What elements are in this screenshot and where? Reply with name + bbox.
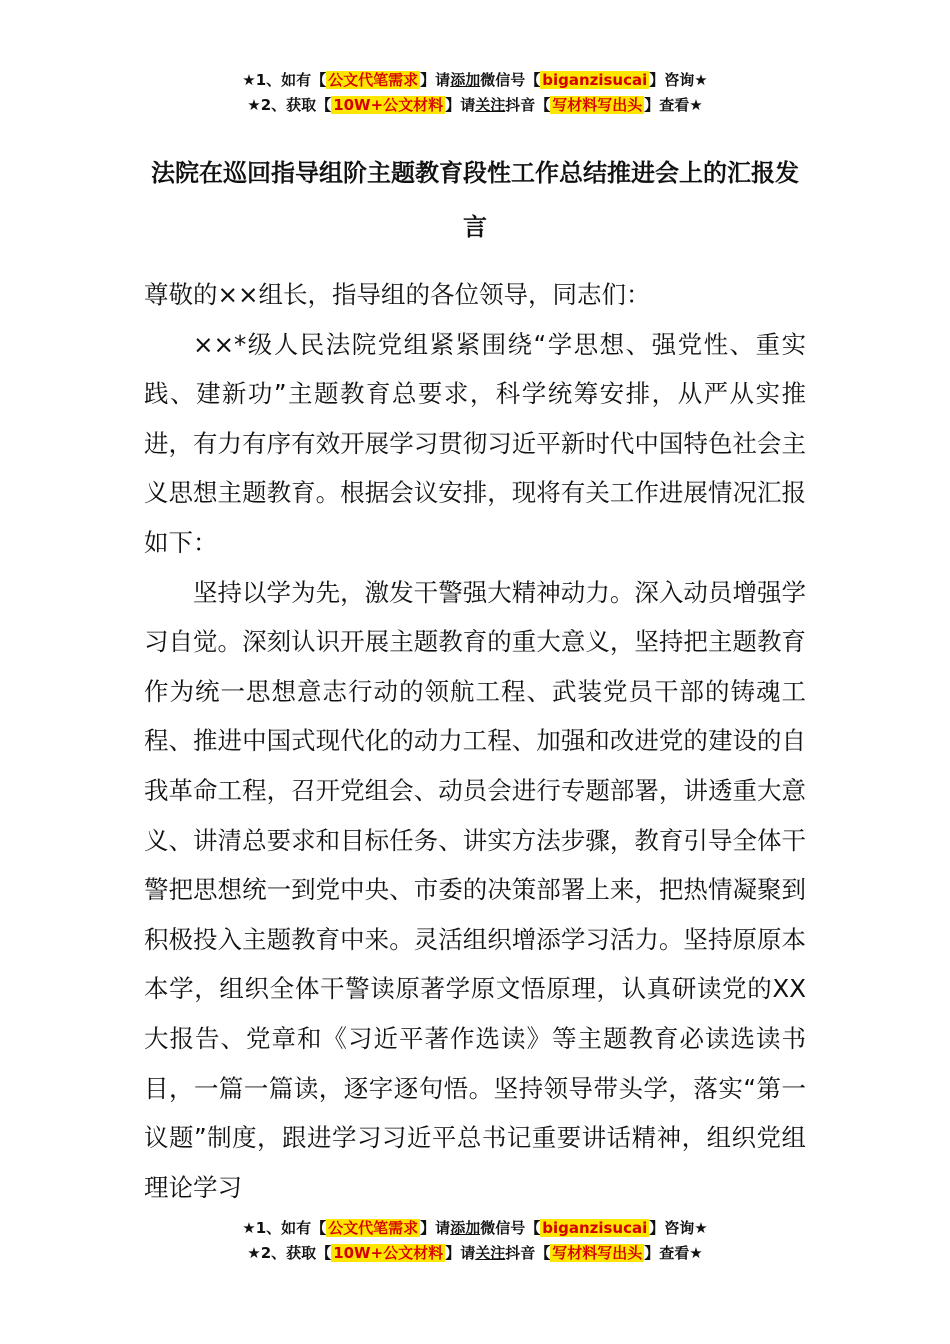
banner-text: ★2、获取【 <box>247 96 332 114</box>
banner-highlight: 10W+公文材料 <box>333 96 444 114</box>
paragraph: ××*级人民法院党组紧紧围绕“学思想、强党性、重实践、建新功”主题教育总要求，科学统筹安排，从严从实推进，有力有序有效开展学习贯彻习近平新时代中国特色社会主义思想主题教育。根据会议安排，现将有关工作进展情况汇报如下： <box>144 329 806 557</box>
banner-text: 】咨询★ <box>649 71 708 89</box>
banner-text: 】请 <box>420 71 451 89</box>
banner-text: 】咨询★ <box>649 1219 708 1237</box>
banner-text: 抖音【 <box>505 1244 551 1262</box>
banner-line-2 <box>0 1241 950 1266</box>
banner-text: ★1、如有【 <box>242 1219 327 1237</box>
banner-text: 抖音【 <box>505 96 551 114</box>
banner-text: 】查看★ <box>644 96 703 114</box>
document-body <box>144 270 806 1212</box>
banner-text: ★2、获取【 <box>247 1244 332 1262</box>
footer-banner <box>0 1216 950 1266</box>
banner-underlined: 添加 <box>450 1219 481 1237</box>
document-title: 法院在巡回指导组阶主题教育段性工作总结推进会上的汇报发言 <box>151 159 799 241</box>
banner-text: 微信号【 <box>480 1219 541 1237</box>
banner-line-1 <box>0 1216 950 1241</box>
salutation: 尊敬的××组长，指导组的各位领导，同志们： <box>144 280 651 309</box>
banner-underlined: 关注 <box>475 1244 506 1262</box>
banner-line-1 <box>0 68 950 93</box>
banner-underlined: 添加 <box>450 71 481 89</box>
paragraph: 坚持以学为先，激发干警强大精神动力。深入动员增强学习自觉。深刻认识开展主题教育的重大意义，坚持把主题教育作为统一思想意志行动的领航工程、武装党员干部的铸魂工程、推进中国式现代化的动力工程、加强和改进党的建设的自我革命工程，召开党组会、动员会进行专题部署，讲透重大意义、讲清总要求和目标任务、讲实方法步骤，教育引导全体干警把思想统一到党中央、市委的决策部署上来，把热情凝聚到积极投入主题教育中来。灵活组织增添学习活力。坚持原原本本学，组织全体干警读原著学原文悟原理，认真研读党的XX大报告、党章和《习近平著作选读》等主题教育必读选读书目，一篇一篇读，逐字逐句悟。坚持领导带头学，落实“第一议题”制度，跟进学习习近平总书记重要讲话精神，组织党组理论学习 <box>144 577 806 1202</box>
banner-text: 】查看★ <box>644 1244 703 1262</box>
banner-text: 】请 <box>445 96 476 114</box>
banner-text: 】请 <box>420 1219 451 1237</box>
banner-highlight: 写材料写出头 <box>552 1244 643 1262</box>
banner-text: 】请 <box>445 1244 476 1262</box>
banner-highlight: 写材料写出头 <box>552 96 643 114</box>
banner-highlight: biganzisucai <box>542 1219 648 1237</box>
header-banner <box>0 68 950 118</box>
banner-highlight: biganzisucai <box>542 71 648 89</box>
banner-highlight: 公文代笔需求 <box>328 1219 419 1237</box>
banner-text: ★1、如有【 <box>242 71 327 89</box>
banner-underlined: 关注 <box>475 96 506 114</box>
banner-highlight: 公文代笔需求 <box>328 71 419 89</box>
banner-highlight: 10W+公文材料 <box>333 1244 444 1262</box>
banner-line-2 <box>0 93 950 118</box>
banner-text: 微信号【 <box>480 71 541 89</box>
